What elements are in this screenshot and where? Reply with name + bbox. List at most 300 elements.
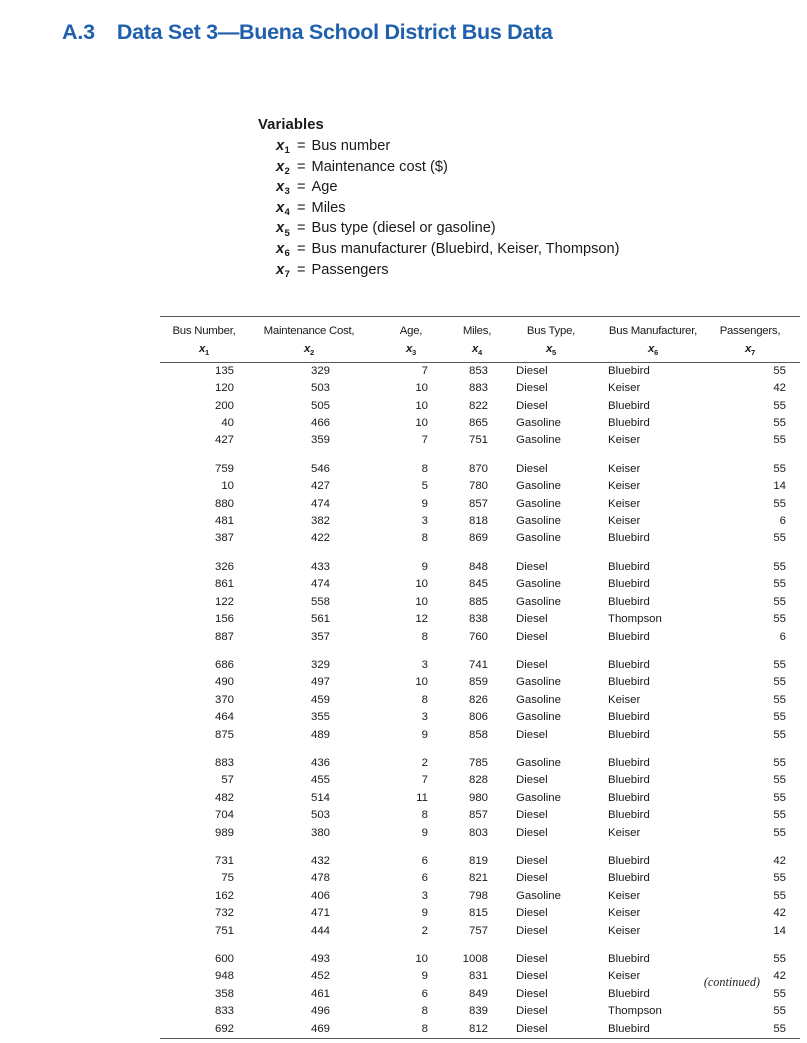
table-row [160, 755, 800, 772]
table-cell: Diesel [516, 854, 548, 867]
table-cell: 42 [773, 970, 786, 983]
table-cell: 10 [415, 399, 428, 412]
column-header-symbol-letter: x [405, 343, 413, 356]
table-row [160, 870, 800, 887]
column-header-symbol-letter: x [198, 343, 206, 356]
table-cell: Bluebird [608, 774, 650, 787]
table-cell: 427 [310, 480, 330, 493]
table-cell: Gasoline [516, 791, 561, 804]
variable-symbol-letter: x [276, 261, 285, 278]
table-cell: 358 [214, 987, 234, 1000]
variable-symbol [276, 261, 296, 282]
table-cell: 55 [773, 1022, 786, 1035]
table-cell: 869 [468, 532, 488, 545]
variable-equals-sign: = [297, 261, 306, 278]
table-cell: 75 [221, 872, 234, 885]
table-cell: 40 [221, 417, 234, 430]
page-title [62, 20, 553, 45]
variable-symbol-letter: x [276, 220, 285, 237]
table-cell: 455 [310, 774, 330, 787]
table-cell: 14 [773, 924, 786, 937]
table-cell: 12 [415, 613, 428, 626]
table-bottom-rule [160, 1039, 800, 1043]
table-row [160, 951, 800, 968]
variable-symbol-letter: x [276, 179, 285, 196]
table-cell: Keiser [608, 924, 641, 937]
table-cell: 370 [214, 693, 234, 706]
table-cell: 436 [310, 756, 330, 769]
table-cell: Keiser [608, 826, 641, 839]
table-cell: Diesel [516, 560, 548, 573]
table-row [160, 790, 800, 807]
table-cell: 55 [773, 364, 786, 377]
table-cell: 489 [310, 728, 330, 741]
row-group-separator [160, 548, 800, 559]
table-cell: 10 [415, 382, 428, 395]
table-cell: 780 [468, 480, 488, 493]
column-header-symbol [706, 340, 794, 358]
variable-symbol-subscript: 6 [284, 248, 290, 260]
table-cell: 10 [221, 480, 234, 493]
table-cell: 948 [214, 970, 234, 983]
table-cell: 329 [310, 364, 330, 377]
table-cell: 490 [214, 676, 234, 689]
table-body [160, 362, 800, 1043]
table-row [160, 657, 800, 674]
table-cell: 10 [415, 578, 428, 591]
column-header [444, 323, 510, 359]
table-cell: Diesel [516, 924, 548, 937]
row-group-separator-cell [160, 548, 800, 559]
table-cell: 55 [773, 953, 786, 965]
row-group-separator [160, 940, 800, 951]
table-cell: 55 [773, 399, 786, 412]
table-cell: 819 [468, 854, 488, 867]
table-cell: 471 [310, 907, 330, 920]
table-cell: Bluebird [608, 728, 650, 741]
table-cell: Diesel [516, 826, 548, 839]
column-header-label: Bus Number, [172, 325, 236, 337]
table-cell: 406 [310, 889, 330, 902]
table-cell: 989 [214, 826, 234, 839]
table-cell: 759 [214, 462, 234, 475]
table-cell: 3 [421, 889, 428, 902]
table-cell: 887 [214, 630, 234, 643]
table-cell: Diesel [516, 462, 548, 475]
row-group-separator-cell [160, 450, 800, 461]
variable-equals-sign: = [297, 199, 306, 216]
column-header [160, 323, 256, 359]
table-row [160, 461, 800, 478]
table-cell: 5 [421, 480, 428, 493]
table-cell: 9 [421, 497, 428, 510]
table-row [160, 727, 800, 744]
table-cell: Gasoline [516, 595, 561, 608]
table-row [160, 611, 800, 628]
variable-symbol-subscript: 7 [284, 268, 290, 280]
table-cell: 55 [773, 711, 786, 724]
table-row [160, 594, 800, 611]
table-cell: 474 [310, 497, 330, 510]
table-cell: Keiser [608, 480, 641, 493]
table-row [160, 1021, 800, 1039]
table-cell: Diesel [516, 364, 548, 377]
table-row [160, 772, 800, 789]
variable-item [276, 178, 620, 199]
table-cell: 8 [421, 693, 428, 706]
table-row [160, 362, 800, 380]
table-cell: 55 [773, 462, 786, 475]
table-row [160, 629, 800, 646]
table-cell: 831 [468, 970, 488, 983]
table-cell: 493 [310, 953, 330, 965]
column-header-symbol-letter: x [545, 343, 553, 356]
variable-symbol-letter: x [276, 158, 285, 175]
table-cell: 55 [773, 613, 786, 626]
table-cell: Diesel [516, 987, 548, 1000]
table-cell: 481 [214, 515, 234, 528]
table-cell: 7 [421, 434, 428, 447]
table-cell: Bluebird [608, 791, 650, 804]
variable-item [276, 137, 620, 158]
table-cell: Gasoline [516, 515, 561, 528]
table-cell: Bluebird [608, 872, 650, 885]
table-cell: Keiser [608, 970, 641, 983]
table-cell: Diesel [516, 774, 548, 787]
table-cell: 818 [468, 515, 488, 528]
variable-symbol-subscript: 3 [284, 186, 290, 198]
table-cell: 55 [773, 826, 786, 839]
table-cell: 828 [468, 774, 488, 787]
table-cell: Gasoline [516, 693, 561, 706]
table-cell: Keiser [608, 497, 641, 510]
table-cell: 9 [421, 728, 428, 741]
table-cell: 55 [773, 578, 786, 591]
variable-equals-sign: = [297, 220, 306, 237]
variable-item [276, 219, 620, 240]
variable-equals-sign: = [297, 138, 306, 154]
column-header-symbol-subscript: 4 [478, 347, 483, 357]
table-cell: Diesel [516, 872, 548, 885]
table-cell: Keiser [608, 693, 641, 706]
table-cell: 427 [214, 434, 234, 447]
table-cell: 8 [421, 809, 428, 822]
table-row [160, 888, 800, 905]
table-cell: 55 [773, 658, 786, 671]
table-cell: 514 [310, 791, 330, 804]
table-cell: Keiser [608, 434, 641, 447]
table-cell: 857 [468, 809, 488, 822]
table-cell: 57 [221, 774, 234, 787]
table-row [160, 478, 800, 495]
table-cell: Diesel [516, 728, 548, 741]
table-cell: Gasoline [516, 756, 561, 769]
table-cell: 9 [421, 907, 428, 920]
table-cell: 55 [773, 434, 786, 447]
table-cell: 55 [773, 560, 786, 573]
table-cell: 464 [214, 711, 234, 724]
table-cell: 8 [421, 1005, 428, 1018]
table-cell: 732 [214, 907, 234, 920]
column-header-symbol-subscript: 2 [310, 347, 315, 357]
table-cell: Bluebird [608, 953, 650, 965]
table-cell: 751 [214, 924, 234, 937]
table-cell: 838 [468, 613, 488, 626]
table-cell: Keiser [608, 382, 641, 395]
column-header-symbol [378, 340, 444, 358]
table-cell: Gasoline [516, 578, 561, 591]
table-cell: 3 [421, 711, 428, 724]
table-cell: 6 [421, 854, 428, 867]
table-cell: 452 [310, 970, 330, 983]
table-row [160, 674, 800, 691]
table-cell: 8 [421, 1022, 428, 1035]
table-cell: 55 [773, 693, 786, 706]
table-cell: 1008 [462, 953, 488, 965]
table-cell: 10 [415, 417, 428, 430]
table-cell: 55 [773, 809, 786, 822]
table-cell: Gasoline [516, 711, 561, 724]
table-cell: 6 [421, 872, 428, 885]
variable-symbol [276, 219, 296, 240]
row-group-separator [160, 646, 800, 657]
table-cell: 10 [415, 953, 428, 965]
variable-equals-sign: = [297, 240, 306, 257]
table-cell: Diesel [516, 1022, 548, 1035]
table-cell: 135 [214, 364, 234, 377]
table-cell: 853 [468, 364, 488, 377]
table-cell: 9 [421, 970, 428, 983]
table-cell: 826 [468, 693, 488, 706]
table-cell: 845 [468, 578, 488, 591]
column-header-label: Passengers, [719, 325, 781, 337]
table-cell: 741 [468, 658, 488, 671]
variable-description: Miles [311, 199, 346, 216]
table-cell: Keiser [608, 907, 641, 920]
column-header-symbol [600, 340, 706, 358]
row-group-separator-cell [160, 744, 800, 755]
table-cell: 459 [310, 693, 330, 706]
table-cell: 444 [310, 924, 330, 937]
table-cell: 359 [310, 434, 330, 447]
table-cell: 474 [310, 578, 330, 591]
variable-symbol-subscript: 4 [284, 206, 290, 218]
table-cell: 3 [421, 658, 428, 671]
table-cell: 10 [415, 676, 428, 689]
column-header-symbol-subscript: 3 [412, 347, 417, 357]
table-cell: 785 [468, 756, 488, 769]
table-cell: Gasoline [516, 532, 561, 545]
row-group-separator-cell [160, 940, 800, 951]
variable-item [276, 261, 620, 282]
table-row [160, 1003, 800, 1020]
table-cell: 9 [421, 560, 428, 573]
table-cell: 883 [214, 756, 234, 769]
table-cell: 6 [421, 987, 428, 1000]
table-row [160, 496, 800, 513]
table-cell: Bluebird [608, 711, 650, 724]
table-cell: Diesel [516, 907, 548, 920]
table-cell: Bluebird [608, 1022, 650, 1035]
table-cell: 482 [214, 791, 234, 804]
column-header-symbol-letter: x [647, 343, 655, 356]
table-cell: Diesel [516, 809, 548, 822]
table-cell: 3 [421, 515, 428, 528]
table-header-row [160, 323, 800, 359]
table-cell: Bluebird [608, 532, 650, 545]
column-header [706, 323, 800, 359]
continued-note: (continued) [703, 975, 760, 989]
table-cell: Bluebird [608, 987, 650, 1000]
table-cell: 422 [310, 532, 330, 545]
table-cell: Gasoline [516, 417, 561, 430]
variable-symbol [276, 178, 296, 199]
table-cell: Diesel [516, 613, 548, 626]
table-cell: 885 [468, 595, 488, 608]
table-cell: Keiser [608, 889, 641, 902]
variables-heading: Variables [258, 117, 324, 133]
table-cell: Bluebird [608, 578, 650, 591]
table-cell: Bluebird [608, 658, 650, 671]
table-cell: 478 [310, 872, 330, 885]
table-row [160, 709, 800, 726]
variable-item [276, 158, 620, 179]
table-cell: 798 [468, 889, 488, 902]
table-cell: 2 [421, 924, 428, 937]
column-header-label: Age, [399, 325, 423, 337]
table-cell: 55 [773, 872, 786, 885]
table-cell: Bluebird [608, 756, 650, 769]
table-cell: 55 [773, 791, 786, 804]
table-cell: 760 [468, 630, 488, 643]
table-row [160, 559, 800, 576]
table-row [160, 530, 800, 547]
table-cell: 55 [773, 889, 786, 902]
table-cell: 858 [468, 728, 488, 741]
section-title: Data Set 3—Buena School District Bus Data [116, 20, 553, 44]
table-row [160, 807, 800, 824]
column-header-symbol-subscript: 5 [552, 347, 557, 357]
table-cell: 6 [779, 630, 786, 643]
table-cell: 162 [214, 889, 234, 902]
variable-equals-sign: = [297, 158, 306, 175]
table-cell: 42 [773, 382, 786, 395]
table-row [160, 415, 800, 432]
table-cell: Gasoline [516, 497, 561, 510]
variable-symbol-letter: x [276, 138, 285, 154]
table-cell: 42 [773, 854, 786, 867]
table-cell: 433 [310, 560, 330, 573]
table-cell: 10 [415, 595, 428, 608]
table-row [160, 513, 800, 530]
table-cell: 357 [310, 630, 330, 643]
column-header-symbol [256, 340, 362, 358]
table-cell: 469 [310, 1022, 330, 1035]
table-header [160, 317, 800, 363]
table-cell: 870 [468, 462, 488, 475]
table-cell: Bluebird [608, 560, 650, 573]
variable-description: Bus number [311, 138, 391, 154]
table-row [160, 853, 800, 870]
column-header-symbol-letter: x [744, 343, 752, 356]
column-header [596, 323, 706, 359]
column-header-symbol-letter: x [303, 343, 311, 356]
table-cell: 8 [421, 630, 428, 643]
table-cell: 55 [773, 676, 786, 689]
column-header-symbol-subscript: 7 [751, 347, 756, 357]
table-row [160, 432, 800, 449]
table-cell: 55 [773, 1005, 786, 1018]
table-cell: Gasoline [516, 889, 561, 902]
row-group-separator-cell [160, 646, 800, 657]
table-cell: 382 [310, 515, 330, 528]
row-group-separator [160, 450, 800, 461]
table-row [160, 576, 800, 593]
table-cell: 865 [468, 417, 488, 430]
table-cell: 55 [773, 532, 786, 545]
column-header-label: Miles, [462, 325, 492, 337]
variable-symbol-subscript: 1 [284, 145, 290, 157]
table-cell: Bluebird [608, 676, 650, 689]
table-cell: 55 [773, 756, 786, 769]
table-cell: Gasoline [516, 434, 561, 447]
table-cell: 839 [468, 1005, 488, 1018]
table-cell: 466 [310, 417, 330, 430]
variable-description: Bus manufacturer (Bluebird, Keiser, Thompson) [311, 240, 620, 257]
column-header-label: Maintenance Cost, [263, 325, 355, 337]
table-cell: 849 [468, 987, 488, 1000]
table-cell: 859 [468, 676, 488, 689]
table-cell: 806 [468, 711, 488, 724]
table-cell: Bluebird [608, 630, 650, 643]
table-cell: 6 [779, 515, 786, 528]
table-cell: 2 [421, 756, 428, 769]
table-cell: 55 [773, 774, 786, 787]
table-cell: 7 [421, 774, 428, 787]
table-cell: Bluebird [608, 809, 650, 822]
variable-item [276, 240, 620, 261]
column-header-label: Bus Manufacturer, [608, 325, 698, 337]
section-number: A.3 [62, 20, 95, 44]
table-cell: Diesel [516, 382, 548, 395]
table-cell: Thompson [608, 1005, 662, 1018]
table-cell: 558 [310, 595, 330, 608]
table-cell: 8 [421, 462, 428, 475]
table-cell: 11 [416, 791, 428, 804]
table-row [160, 692, 800, 709]
column-header [256, 323, 378, 359]
table-cell: 7 [421, 364, 428, 377]
table-cell: Diesel [516, 658, 548, 671]
table-cell: Diesel [516, 970, 548, 983]
table-cell: 387 [214, 532, 234, 545]
table-row [160, 380, 800, 397]
table-cell: Diesel [516, 1005, 548, 1018]
table-cell: 156 [214, 613, 234, 626]
table-cell: 505 [310, 399, 330, 412]
table-cell: Keiser [608, 515, 641, 528]
column-header-symbol [160, 340, 248, 358]
table-cell: Bluebird [608, 364, 650, 377]
table-cell: 880 [214, 497, 234, 510]
table-cell: Gasoline [516, 480, 561, 493]
table-cell: 833 [214, 1005, 234, 1018]
table-cell: 461 [310, 987, 330, 1000]
table-cell: 55 [773, 595, 786, 608]
table-cell: 122 [214, 595, 234, 608]
table-cell: 812 [468, 1022, 488, 1035]
column-header-symbol-subscript: 6 [654, 347, 659, 357]
